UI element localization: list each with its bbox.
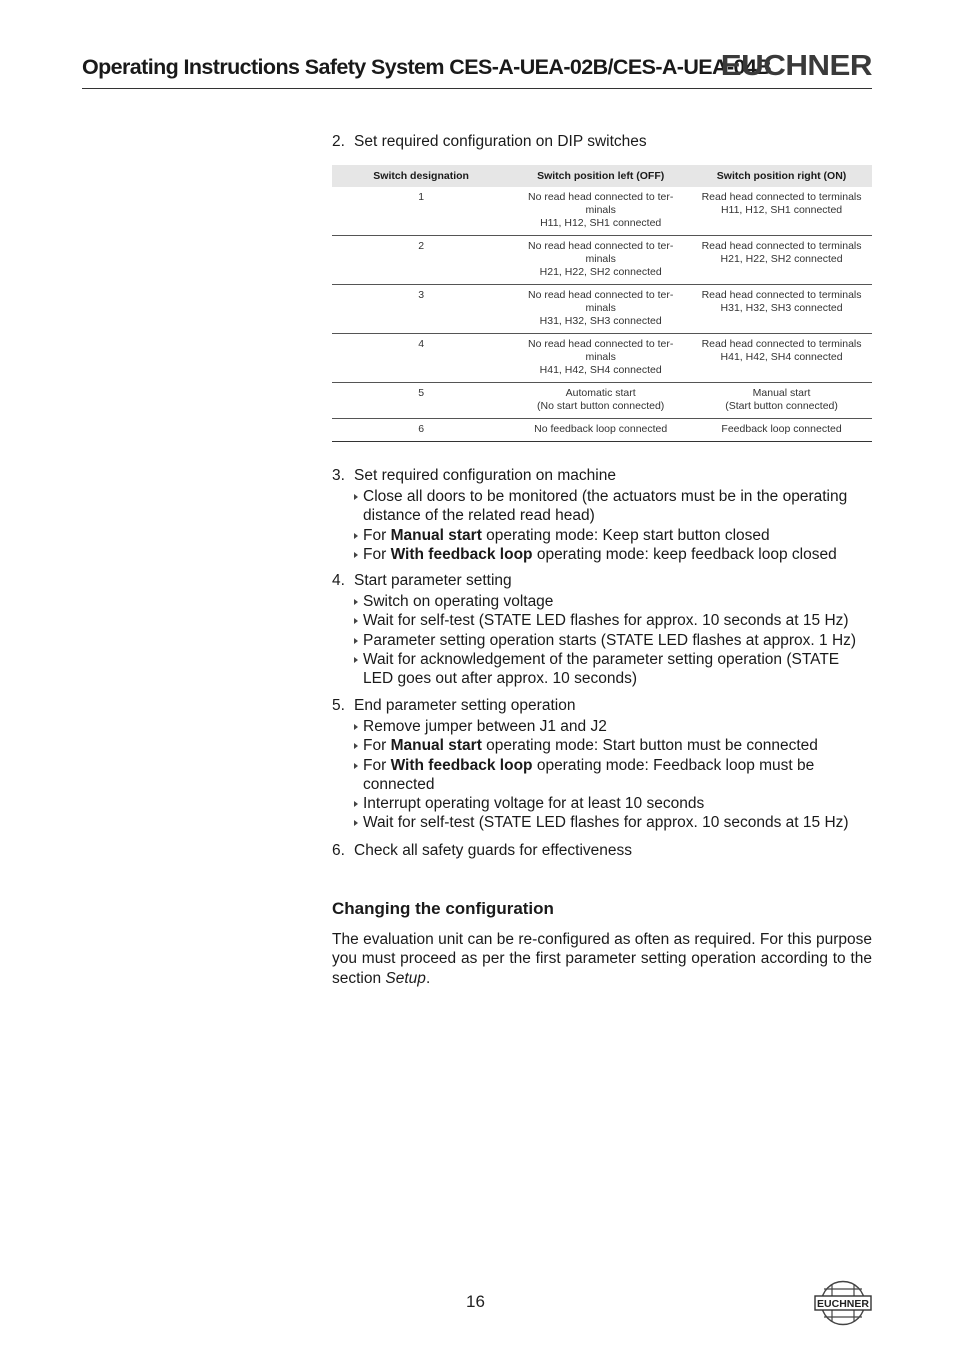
bullet-item [354, 487, 872, 526]
document-title: Operating Instructions Safety System CES-A-UEA-02B/CES-A-UEA-04B [82, 55, 772, 79]
setup-reference: Setup [385, 969, 426, 987]
step-3-bullets [354, 487, 872, 564]
cell-line: H21, H22, SH2 connected [539, 266, 662, 278]
cell-line: Read head connected to terminals [701, 338, 862, 350]
switch-designation-cell: 4 [332, 334, 510, 383]
cell-line: Automatic start [565, 387, 636, 399]
bullet-text: Remove jumper between J1 and J2 [363, 718, 607, 735]
on-position-cell [691, 334, 872, 383]
step-text: Check all safety guards for effectiveness [354, 842, 632, 859]
cell-line: H41, H42, SH4 connected [539, 364, 662, 376]
cell-line: No read head connected to ter- [528, 191, 674, 203]
cell-line: No read head connected to ter- [528, 338, 674, 350]
cell-line: Manual start [752, 387, 811, 399]
table-row [332, 187, 872, 236]
column-header: Switch position left (OFF) [510, 165, 691, 187]
step-number: 4. [332, 572, 345, 589]
paragraph-text: The evaluation unit can be re-configured as often as required. For this purpose you must proceed as per the first parameter setting operation according to the section [332, 931, 872, 987]
bullet-item [354, 717, 872, 736]
table-row [332, 419, 872, 442]
step-4 [332, 572, 512, 590]
step-4-bullets [354, 592, 872, 688]
bullet-item [354, 794, 872, 813]
step-text: Set required configuration on machine [354, 467, 616, 484]
cell-line: (Start button connected) [725, 400, 838, 412]
table-body [332, 187, 872, 442]
step-5 [332, 697, 575, 715]
switch-designation-cell: 2 [332, 236, 510, 285]
bullet-text: Wait for acknowledgement of the parameter setting operation (STATE LED goes out after approx. 10 seconds) [363, 650, 840, 688]
step-number: 2. [332, 133, 345, 150]
section-paragraph [332, 930, 872, 988]
bullet-text: For [363, 526, 391, 544]
on-position-cell [691, 187, 872, 236]
cell-line: No read head connected to ter- [528, 289, 674, 301]
step-number: 3. [332, 467, 345, 484]
table-row [332, 334, 872, 383]
step-2 [332, 133, 647, 151]
off-position-cell [510, 285, 691, 334]
off-position-cell [510, 383, 691, 419]
table-row [332, 383, 872, 419]
bullet-item [354, 736, 872, 755]
off-position-cell [510, 187, 691, 236]
bullet-text-end: operating mode: Start button must be connected [481, 737, 818, 755]
cell-line: minals [585, 302, 616, 314]
cell-line: H11, H12, SH1 connected [540, 217, 662, 229]
bullet-item [354, 756, 872, 795]
cell-line: Feedback loop connected [721, 423, 842, 435]
euchner-logo: EUCHNER [720, 50, 872, 82]
cell-line: minals [585, 204, 616, 216]
step-number: 5. [332, 697, 345, 714]
step-text: Set required configuration on DIP switches [354, 133, 647, 150]
bullet-item [354, 611, 872, 630]
bullet-item [354, 813, 872, 832]
step-number: 6. [332, 842, 345, 859]
bullet-emphasis: With feedback loop [390, 545, 533, 563]
bullet-emphasis: Manual start [390, 737, 482, 755]
bullet-text: For [363, 756, 391, 774]
on-position-cell [691, 285, 872, 334]
step-text: Start parameter setting [354, 572, 512, 589]
dip-switch-table [332, 165, 872, 442]
cell-line: H31, H32, SH3 connected [539, 315, 662, 327]
switch-designation-cell: 1 [332, 187, 510, 236]
page-header [82, 50, 872, 89]
cell-line: minals [585, 253, 616, 265]
column-header: Switch designation [332, 165, 510, 187]
step-6 [332, 842, 632, 860]
bullet-text-end: operating mode: Feedback loop must be connected [363, 756, 815, 793]
bullet-emphasis: With feedback loop [390, 756, 533, 774]
cell-line: H31, H32, SH3 connected [720, 302, 843, 314]
cell-line: H11, H12, SH1 connected [720, 204, 843, 216]
table-header-row [332, 165, 872, 187]
bullet-text: Switch on operating voltage [363, 593, 554, 610]
cell-line: Read head connected to terminals [701, 191, 862, 203]
step-3 [332, 467, 616, 485]
cell-line: Read head connected to terminals [701, 289, 862, 301]
on-position-cell [691, 419, 872, 442]
cell-line: Read head connected to terminals [701, 240, 862, 252]
step-5-bullets [354, 717, 872, 833]
bullet-item [354, 592, 872, 611]
bullet-item [354, 631, 872, 650]
page-number: 16 [466, 1292, 485, 1311]
bullet-item [354, 650, 872, 689]
off-position-cell [510, 334, 691, 383]
seal-text: EUCHNER [817, 1298, 869, 1310]
bullet-text: For [363, 737, 391, 755]
cell-line: minals [585, 351, 616, 363]
bullet-text: For [363, 545, 391, 563]
table-row [332, 285, 872, 334]
section-heading: Changing the configuration [332, 899, 554, 918]
cell-line: (No start button connected) [537, 400, 665, 412]
switch-designation-cell: 5 [332, 383, 510, 419]
on-position-cell [691, 383, 872, 419]
switch-designation-cell: 3 [332, 285, 510, 334]
euchner-seal-logo [814, 1280, 872, 1326]
bullet-emphasis: Manual start [390, 526, 482, 544]
paragraph-end: . [425, 969, 431, 987]
on-position-cell [691, 236, 872, 285]
bullet-item [354, 545, 872, 564]
cell-line: No read head connected to ter- [528, 240, 674, 252]
bullet-item [354, 526, 872, 545]
bullet-text: Close all doors to be monitored (the actuators must be in the operating distance of the related read head) [363, 488, 848, 525]
bullet-text-end: operating mode: keep feedback loop closed [532, 545, 837, 563]
column-header: Switch position right (ON) [691, 165, 872, 187]
cell-line: H41, H42, SH4 connected [720, 351, 843, 363]
bullet-text: Wait for self-test (STATE LED flashes for approx. 10 seconds at 15 Hz) [363, 814, 849, 832]
bullet-text: Parameter setting operation starts (STATE LED flashes at approx. 1 Hz) [363, 631, 857, 649]
table-row [332, 236, 872, 285]
switch-designation-cell: 6 [332, 419, 510, 442]
off-position-cell [510, 419, 691, 442]
off-position-cell [510, 236, 691, 285]
bullet-text: Wait for self-test (STATE LED flashes for approx. 10 seconds at 15 Hz) [363, 612, 849, 630]
cell-line: H21, H22, SH2 connected [720, 253, 843, 265]
cell-line: No feedback loop connected [534, 423, 668, 435]
bullet-text: Interrupt operating voltage for at least 10 seconds [363, 795, 705, 813]
step-text: End parameter setting operation [354, 697, 576, 714]
bullet-text-end: operating mode: Keep start button closed [481, 526, 770, 544]
